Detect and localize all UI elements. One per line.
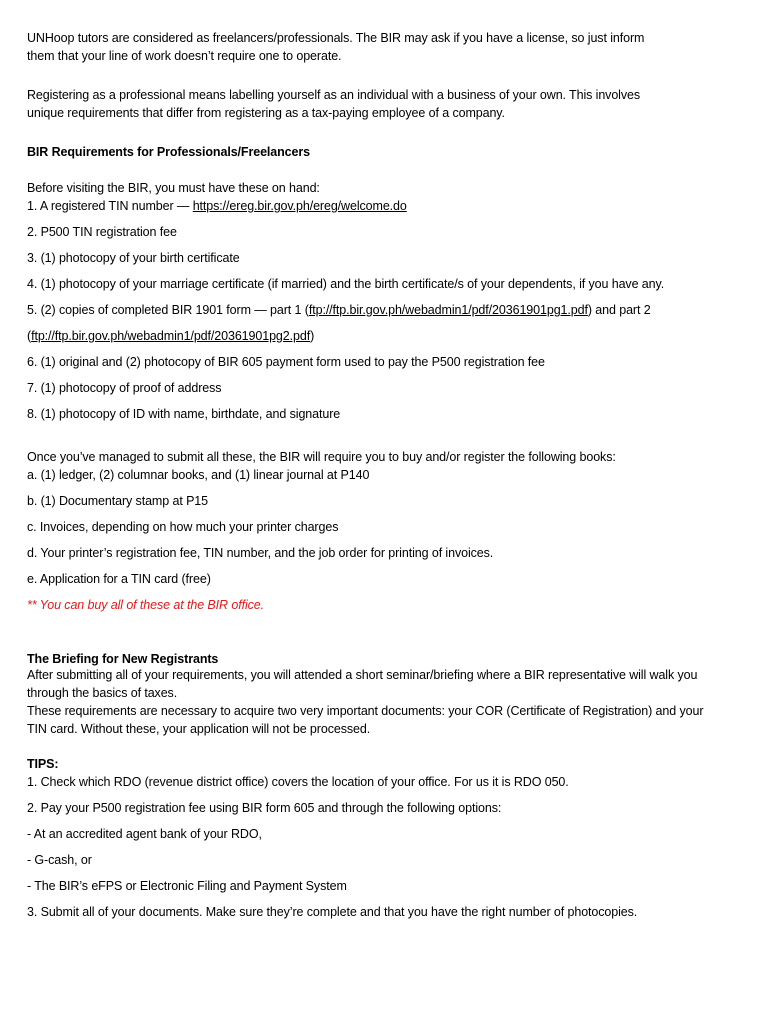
book-item-d: d. Your printer’s registration fee, TIN number, and the job order for printing of invoices.: [27, 546, 494, 560]
payment-option-bank: - At an accredited agent bank of your RDO,: [27, 827, 262, 841]
intro-paragraph-1-line-1: UNHoop tutors are considered as freelancers/professionals. The BIR may ask if you have a license, so just inform: [27, 31, 645, 45]
close-paren: ): [310, 329, 315, 343]
ereg-link[interactable]: https://ereg.bir.gov.ph/ereg/welcome.do: [192, 199, 407, 213]
briefing-line-2: through the basics of taxes.: [27, 686, 178, 700]
tips-heading: TIPS:: [27, 757, 59, 771]
requirement-item-5-continued: [27, 327, 747, 345]
intro-paragraph-2-line-2: unique requirements that differ from registering as a tax-paying employee of a company.: [27, 106, 505, 120]
book-item-b: b. (1) Documentary stamp at P15: [27, 494, 209, 508]
tip-item-3: 3. Submit all of your documents. Make sure they’re complete and that you have the right number of photocopies.: [27, 905, 638, 919]
requirement-item-6: 6. (1) original and (2) photocopy of BIR 605 payment form used to pay the P500 registration fee: [27, 355, 545, 369]
requirements-heading: BIR Requirements for Professionals/Freelancers: [27, 145, 310, 159]
intro-paragraph-1-line-2: them that your line of work doesn’t require one to operate.: [27, 49, 342, 63]
briefing-heading: The Briefing for New Registrants: [27, 652, 219, 666]
bir-office-note: ** You can buy all of these at the BIR office.: [27, 598, 264, 612]
form-1901-part2-link[interactable]: ftp://ftp.bir.gov.ph/webadmin1/pdf/20361901pg2.pdf: [31, 329, 311, 343]
requirement-item-3: 3. (1) photocopy of your birth certificate: [27, 251, 240, 265]
requirement-item-1-text: 1. A registered TIN number —: [27, 199, 193, 213]
form-1901-part1-link[interactable]: ftp://ftp.bir.gov.ph/webadmin1/pdf/20361901pg1.pdf: [308, 303, 588, 317]
requirement-item-1: [27, 197, 747, 215]
book-item-e: e. Application for a TIN card (free): [27, 572, 211, 586]
payment-option-efps: - The BIR’s eFPS or Electronic Filing and Payment System: [27, 879, 347, 893]
book-item-a: a. (1) ledger, (2) columnar books, and (1) linear journal at P140: [27, 468, 370, 482]
open-paren: (: [27, 329, 32, 343]
requirement-item-8: 8. (1) photocopy of ID with name, birthdate, and signature: [27, 407, 341, 421]
briefing-line-3: These requirements are necessary to acquire two very important documents: your COR (Certificate of Registration) and your: [27, 704, 704, 718]
tip-item-2: 2. Pay your P500 registration fee using BIR form 605 and through the following options:: [27, 801, 502, 815]
book-item-c: c. Invoices, depending on how much your printer charges: [27, 520, 339, 534]
requirements-lead: Before visiting the BIR, you must have these on hand:: [27, 181, 320, 195]
requirement-item-5-text-2: ) and part 2: [587, 303, 651, 317]
requirement-item-5: [27, 301, 747, 319]
requirement-item-5-text: 5. (2) copies of completed BIR 1901 form — part 1 (: [27, 303, 309, 317]
briefing-line-1: After submitting all of your requirements, you will attended a short seminar/briefing where a BIR representative will walk you: [27, 668, 698, 682]
intro-paragraph-2-line-1: Registering as a professional means labelling yourself as an individual with a business of your own. This involves: [27, 88, 641, 102]
requirement-item-4: 4. (1) photocopy of your marriage certificate (if married) and the birth certificate/s of your dependents, if you have any.: [27, 277, 665, 291]
requirement-item-2: 2. P500 TIN registration fee: [27, 225, 177, 239]
books-lead: Once you’ve managed to submit all these, the BIR will require you to buy and/or register the following books:: [27, 450, 616, 464]
briefing-line-4: TIN card. Without these, your application will not be processed.: [27, 722, 371, 736]
payment-option-gcash: - G-cash, or: [27, 853, 92, 867]
requirement-item-7: 7. (1) photocopy of proof of address: [27, 381, 222, 395]
tip-item-1: 1. Check which RDO (revenue district office) covers the location of your office. For us it is RDO 050.: [27, 775, 569, 789]
